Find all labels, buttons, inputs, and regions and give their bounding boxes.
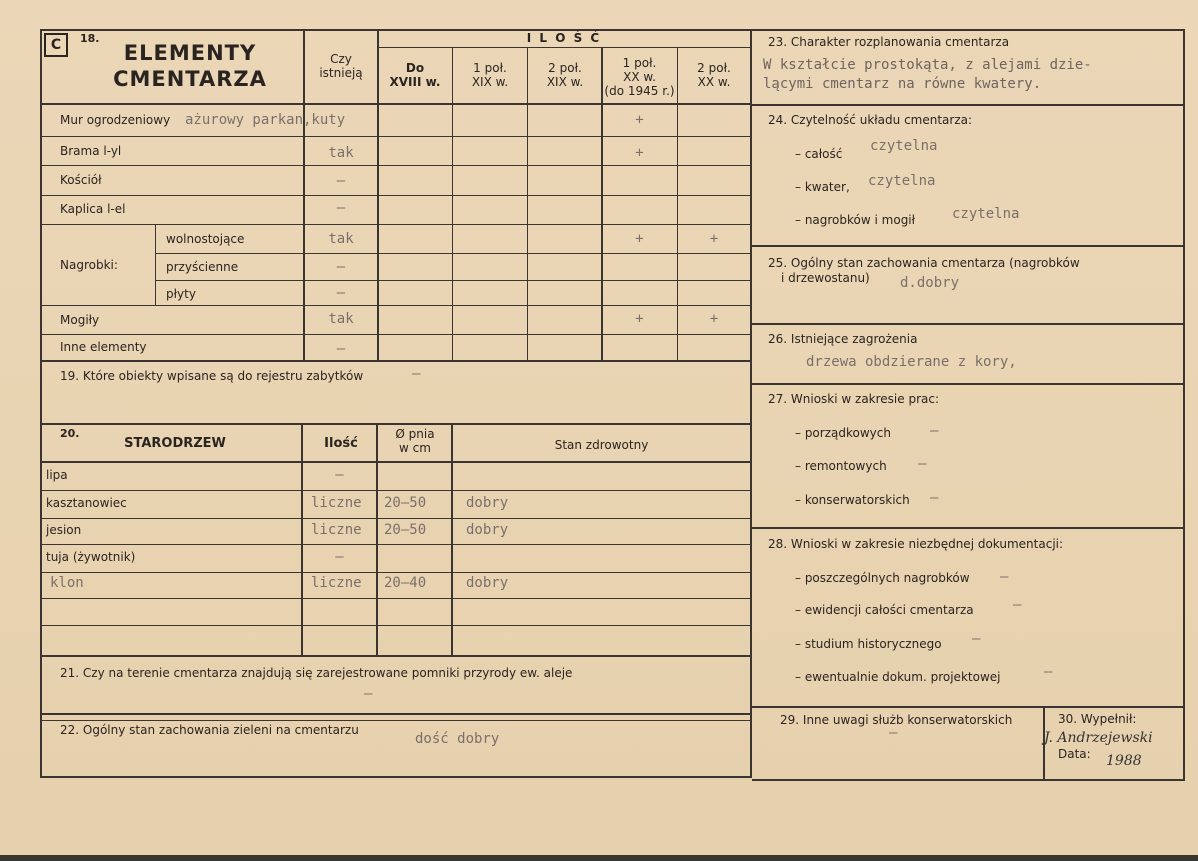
value-inne: – [336, 341, 346, 357]
sd-col-line-1 [301, 423, 303, 655]
section-27-value-1: – [930, 423, 939, 439]
nagrobki-divider [155, 224, 156, 305]
row-label-brama: Brama l-yl [60, 144, 122, 158]
section-c-box: C [44, 33, 68, 57]
signature: J. Andrzejewski [1044, 730, 1153, 746]
row-line-8 [40, 334, 750, 335]
row-line-6 [155, 280, 750, 281]
section-19-bottom [40, 423, 752, 425]
period-header-5: 2 poł. XX w. [697, 61, 731, 89]
value-przyscienne: – [336, 259, 346, 275]
tree-ilosc-kasztanowiec: liczne [311, 495, 362, 511]
col-line-p2 [452, 48, 453, 360]
section-28-item-1: – poszczególnych nagrobków [795, 571, 970, 585]
row-line-2 [40, 165, 750, 166]
value-kaplica: – [336, 200, 346, 216]
section-25-label-2: i drzewostanu) [781, 271, 870, 285]
period-header-1: Do XVIII w. [389, 61, 441, 89]
section-19-label: 19. Które obiekty wpisane są do rejestru zabytków [60, 369, 364, 383]
row-line-4 [40, 224, 750, 225]
row-label-plyty: płyty [166, 287, 196, 301]
sd-row-6 [40, 625, 750, 626]
section-28-value-3: – [972, 631, 981, 647]
starodrzew-col-pien: Ø pnia w cm [395, 427, 435, 455]
date-value: 1988 [1106, 753, 1142, 769]
tree-stan-jesion: dobry [466, 522, 509, 538]
tree-ilosc-jesion: liczne [311, 522, 362, 538]
frame-right [1183, 29, 1185, 781]
section-24-item-1: – całość [795, 147, 843, 161]
section-27-bottom [752, 527, 1185, 529]
section-24-item-3: – nagrobków i mogił [795, 213, 916, 227]
section-28-value-4: – [1044, 664, 1053, 680]
tree-name-klon: klon [50, 575, 84, 591]
section-27-label: 27. Wnioski w zakresie prac: [768, 392, 940, 406]
section-23-label: 23. Charakter rozplanowania cmentarza [768, 35, 1010, 49]
tree-name-kasztanowiec: kasztanowiec [46, 496, 127, 510]
section-28-item-2: – ewidencji całości cmentarza [795, 603, 974, 617]
value-mogily: tak [328, 311, 354, 327]
row-line-header [40, 103, 752, 105]
tree-name-jesion: jesion [46, 523, 82, 537]
section-21-bottom [40, 713, 752, 715]
section-22-label: 22. Ogólny stan zachowania zieleni na cmentarzu [60, 723, 359, 737]
frame-middle [750, 29, 752, 778]
section-22-value: dość dobry [415, 731, 500, 747]
section-26-value: drzewa obdzierane z kory, [806, 354, 1017, 370]
value-mur: ażurowy parkan,kuty [185, 112, 346, 128]
date-label: Data: [1058, 747, 1091, 761]
mark-mogily-p4: + [635, 311, 644, 327]
section-21-value: – [364, 686, 373, 702]
section-29-value: – [889, 725, 898, 741]
tree-stan-klon: dobry [466, 575, 509, 591]
col-line-p3 [527, 48, 528, 360]
section-28-bottom [752, 706, 1185, 708]
section-23-line-2: lącymi cmentarz na równe kwatery. [763, 76, 1042, 92]
section-28-value-1: – [1000, 569, 1009, 585]
sd-row-3 [40, 544, 750, 545]
value-plyty: – [336, 285, 346, 301]
section-23-bottom [752, 104, 1185, 106]
frame-bottom-left [40, 776, 752, 778]
frame-left [40, 29, 42, 777]
row-line-5 [155, 253, 750, 254]
section-27-item-3: – konserwatorskich [795, 493, 910, 507]
sd-header-line [40, 461, 752, 463]
nagrobki-label: Nagrobki: [60, 258, 118, 272]
section-24-value-2: czytelna [868, 173, 936, 189]
section-26-label: 26. Istniejące zagrożenia [768, 332, 918, 346]
sd-bottom [40, 655, 752, 657]
section-24-value-3: czytelna [952, 206, 1020, 222]
ilosc-underline [378, 47, 750, 48]
sd-row-1 [40, 490, 750, 491]
row-line-1 [40, 136, 750, 137]
starodrzew-col-ilosc: Ilość [324, 436, 358, 451]
value-brama: tak [328, 145, 354, 161]
row-label-wolnostojace: wolnostojące [166, 232, 245, 246]
section-27-value-2: – [918, 456, 927, 472]
sd-col-line-3 [451, 423, 453, 655]
title-line-2: CMENTARZA [113, 67, 267, 92]
section-25-bottom [752, 323, 1185, 325]
row-label-kaplica: Kaplica l-el [60, 202, 126, 216]
tree-name-lipa: lipa [46, 468, 68, 482]
mark-wolnostojace-p4: + [635, 231, 644, 247]
section-20-num: 20. [60, 427, 80, 440]
sd-row-2 [40, 518, 750, 519]
starodrzew-col-stan: Stan zdrowotny [554, 438, 649, 452]
period-header-4: 1 poł. XX w. (do 1945 r.) [604, 56, 675, 98]
row-label-kosciol: Kościół [60, 173, 102, 187]
row-line-3 [40, 195, 750, 196]
mark-mur-p4: + [635, 112, 644, 128]
frame-top-left [40, 29, 752, 31]
section-24-item-2: – kwater, [795, 180, 850, 194]
section-27-value-3: – [930, 490, 939, 506]
starodrzew-title: STARODRZEW [124, 436, 226, 451]
section-28-label: 28. Wnioski w zakresie niezbędnej dokumentacji: [768, 537, 1064, 551]
section-23-line-1: W kształcie prostokąta, z alejami dzie- [763, 57, 1092, 73]
section-27-item-2: – remontowych [795, 459, 887, 473]
section-21-bottom-2 [40, 720, 752, 721]
row-line-7 [40, 305, 750, 306]
sd-row-4 [40, 572, 750, 573]
section-24-label: 24. Czytelność układu cmentarza: [768, 113, 973, 127]
tree-ilosc-tuja: – [335, 549, 344, 565]
value-kosciol: – [336, 173, 346, 189]
ilosc-header: I L O Ś Ć [526, 31, 602, 45]
tree-name-tuja: tuja (żywotnik) [46, 550, 136, 564]
row-label-mur: Mur ogrodzeniowy [60, 113, 171, 127]
col-exists-header: Czy istnieją [319, 52, 363, 80]
tree-pien-jesion: 20–50 [384, 522, 427, 538]
section-18-num: 18. [80, 32, 100, 45]
section-30-label: 30. Wypełnił: [1058, 712, 1137, 726]
period-header-3: 2 poł. XIX w. [546, 61, 584, 89]
sd-row-5 [40, 598, 750, 599]
tree-pien-kasztanowiec: 20–50 [384, 495, 427, 511]
sd-col-line-2 [376, 423, 378, 655]
mark-mogily-p5: + [709, 311, 719, 327]
section-25-value: d.dobry [900, 275, 960, 291]
section-19-value: – [412, 366, 421, 382]
frame-top-right [752, 29, 1185, 31]
tree-ilosc-klon: liczne [311, 575, 362, 591]
value-wolnostojace: tak [328, 231, 354, 247]
section-26-bottom [752, 383, 1185, 385]
period-header-2: 1 poł. XIX w. [471, 61, 509, 89]
tree-stan-kasztanowiec: dobry [466, 495, 509, 511]
section-27-item-1: – porządkowych [795, 426, 891, 440]
section-21-label: 21. Czy na terenie cmentarza znajdują się zarejestrowane pomniki przyrody ew. aleje [60, 666, 573, 680]
title-line-1: ELEMENTY [123, 41, 257, 65]
section-24-value-1: czytelna [870, 138, 938, 154]
row-label-inne: Inne elementy [60, 340, 147, 354]
frame-bottom-right [752, 779, 1185, 781]
section-18-title [90, 40, 290, 93]
section-28-value-2: – [1013, 597, 1022, 613]
mark-wolnostojace-p5: + [709, 231, 719, 247]
section-24-bottom [752, 245, 1185, 247]
row-line-end-18 [40, 360, 752, 362]
section-25-label-1: 25. Ogólny stan zachowania cmentarza (nagrobków [768, 256, 1080, 270]
tree-pien-klon: 20–40 [384, 575, 427, 591]
tree-ilosc-lipa: – [335, 467, 344, 483]
mark-brama-p4: + [635, 145, 644, 161]
section-29-label: 29. Inne uwagi służb konserwatorskich [780, 713, 1013, 727]
row-label-przyscienne: przyścienne [166, 260, 239, 274]
section-28-item-4: – ewentualnie dokum. projektowej [795, 670, 1001, 684]
section-28-item-3: – studium historycznego [795, 637, 942, 651]
row-label-mogily: Mogiły [60, 313, 100, 327]
